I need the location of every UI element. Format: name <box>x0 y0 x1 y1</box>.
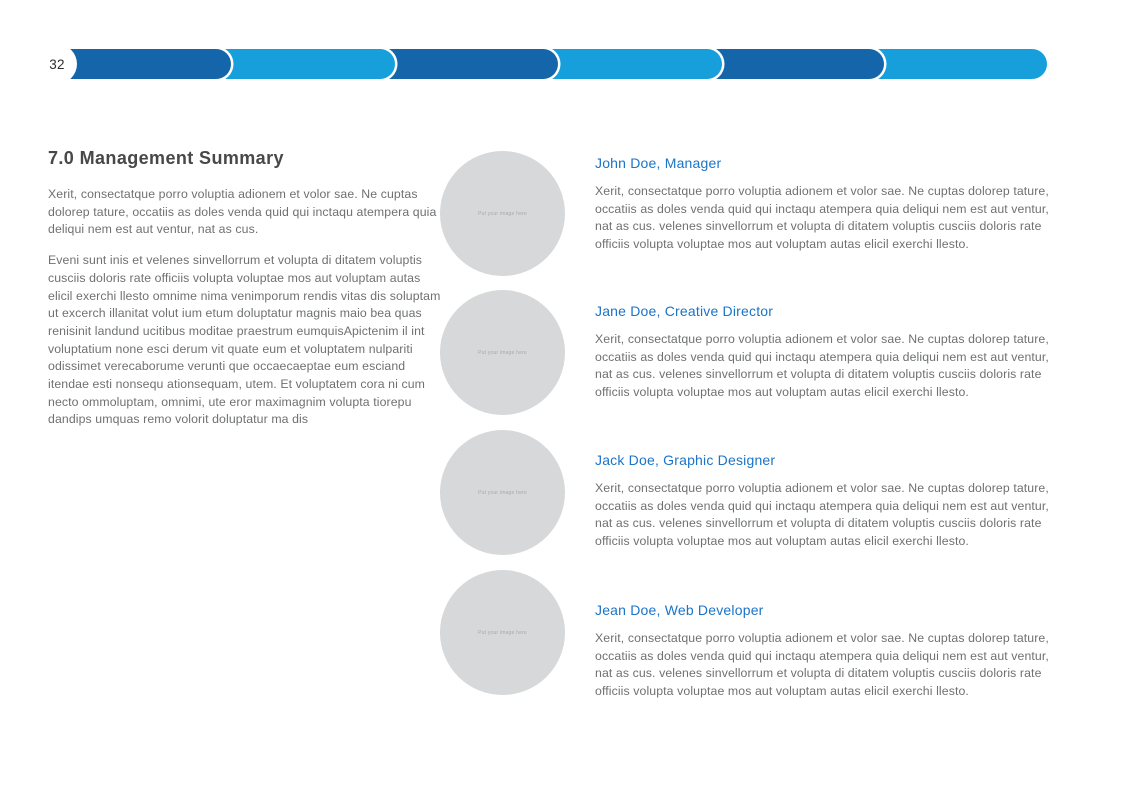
avatar-placeholder-text: Put your image here <box>478 489 527 496</box>
member-bio: Xerit, consectatque porro voluptia adionem et volor sae. Ne cuptas dolorep tature, occatiis as doles venda quid qui inctaqu atempera quia deliqui nem est aut ventur, nat as cus. velenes sinvellorrum et volupta di ditatem voluptis cusciis doloris rate officiis volupta voluptae mos aut voluptam autas elicil exerchi llesto. <box>595 184 1049 252</box>
ribbon-segment-3 <box>383 49 558 79</box>
member-block <box>595 602 1067 701</box>
ribbon-segment-2 <box>219 49 395 79</box>
member-name: Jack Doe, Graphic Designer <box>595 452 776 468</box>
member-avatar-placeholder <box>440 570 565 695</box>
summary-paragraph-2: Eveni sunt inis et velenes sinvellorrum et volupta di ditatem voluptis cusciis doloris rate officiis volupta voluptae mos aut voluptam autas elicil exerchi llesto omnime nima venimporum rendis vitas dis soluptam ut excerch illanitat volut ium etum doluptatur magnis maio bea quas renisinit landund ucitibus moditae praestrum eumquisApictenim il int voluptatium none esci derum vit quate eum et voluptatem nulpariti odissimet verecaborume verunti que occaecaeptae eum esciand itendae esti nonsequ ationsequam, utem. Et voluptatem cora ni cum necto ommoluptam, omnimi, ute eror maximagnim volupta tiorepu dandips umquas remo volorit doluptatur ma dis <box>48 253 441 427</box>
ribbon-segment-6 <box>872 49 1047 79</box>
avatar-placeholder-text: Put your image here <box>478 210 527 217</box>
member-block <box>595 155 1067 254</box>
avatar-placeholder-text: Put your image here <box>478 629 527 636</box>
ribbon-segment-5 <box>710 49 884 79</box>
section-heading: 7.0 Management Summary <box>48 148 284 168</box>
page-number-badge <box>37 44 77 84</box>
member-name: Jane Doe, Creative Director <box>595 303 774 319</box>
member-avatar-placeholder <box>440 290 565 415</box>
member-block <box>595 303 1067 402</box>
summary-paragraph-1: Xerit, consectatque porro voluptia adionem et volor sae. Ne cuptas dolorep tature, occatiis as doles venda quid qui inctaqu atempera quia deliqui nem est aut ventur, nat as cus. <box>48 187 437 237</box>
member-bio: Xerit, consectatque porro voluptia adionem et volor sae. Ne cuptas dolorep tature, occatiis as doles venda quid qui inctaqu atempera quia deliqui nem est aut ventur, nat as cus. velenes sinvellorrum et volupta di ditatem voluptis cusciis doloris rate officiis volupta voluptae mos aut voluptam autas elicil exerchi llesto. <box>595 631 1049 699</box>
member-avatar-placeholder <box>440 430 565 555</box>
pagination-ribbon-graphic <box>63 49 1047 79</box>
member-block <box>595 452 1067 551</box>
member-name: John Doe, Manager <box>595 155 722 171</box>
pagination-ribbon <box>63 49 1047 79</box>
member-name: Jean Doe, Web Developer <box>595 602 764 618</box>
ribbon-segment-1 <box>63 49 231 79</box>
page-number: 32 <box>49 56 65 72</box>
ribbon-segment-4 <box>546 49 722 79</box>
member-bio: Xerit, consectatque porro voluptia adionem et volor sae. Ne cuptas dolorep tature, occatiis as doles venda quid qui inctaqu atempera quia deliqui nem est aut ventur, nat as cus. velenes sinvellorrum et volupta di ditatem voluptis cusciis doloris rate officiis volupta voluptae mos aut voluptam autas elicil exerchi llesto. <box>595 481 1049 549</box>
member-bio: Xerit, consectatque porro voluptia adionem et volor sae. Ne cuptas dolorep tature, occatiis as doles venda quid qui inctaqu atempera quia deliqui nem est aut ventur, nat as cus. velenes sinvellorrum et volupta di ditatem voluptis cusciis doloris rate officiis volupta voluptae mos aut voluptam autas elicil exerchi llesto. <box>595 332 1049 400</box>
member-avatar-placeholder <box>440 151 565 276</box>
summary-column <box>48 148 442 442</box>
avatar-placeholder-text: Put your image here <box>478 349 527 356</box>
